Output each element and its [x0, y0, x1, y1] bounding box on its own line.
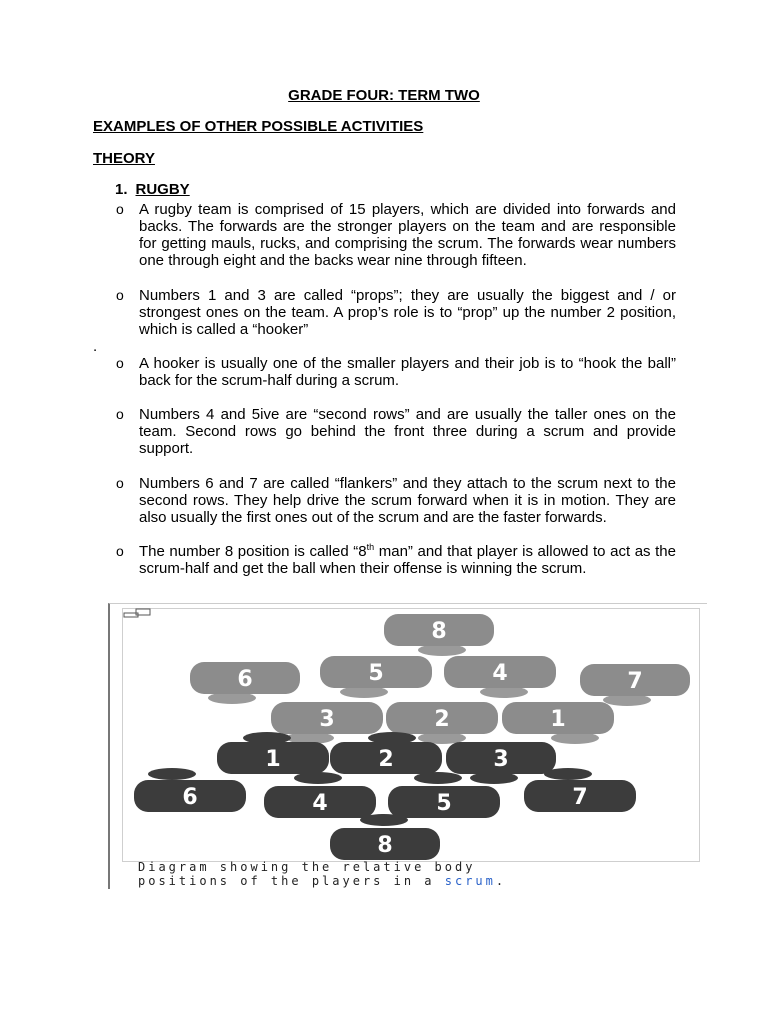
caption-line-2: positions of the players in a scrum.: [138, 874, 507, 888]
diagram-caption: [138, 860, 506, 888]
player-number: 7: [572, 785, 588, 810]
caption-line-1: Diagram showing the relative body: [138, 860, 476, 874]
player-light-7: [580, 664, 690, 706]
player-number: 4: [492, 661, 508, 686]
player-light-6: [190, 662, 300, 704]
player-number: 2: [434, 707, 450, 732]
list-item: [116, 406, 676, 457]
player-light-5: [320, 656, 432, 698]
player-number: 5: [436, 791, 452, 816]
player-light-1: [502, 702, 614, 744]
player-head: [414, 772, 462, 784]
scrum-diagram-svg: [122, 608, 698, 860]
player-head: [360, 814, 408, 826]
player-number: 6: [237, 667, 253, 692]
page-title: GRADE FOUR: TERM TWO: [288, 87, 480, 104]
bullet-marker: o: [116, 287, 124, 303]
player-head: [544, 768, 592, 780]
player-number: 2: [378, 747, 394, 772]
list-item-text: A hooker is usually one of the smaller players and their job is to “hook the ball” back for the scrum-half during a scrum.: [139, 355, 676, 389]
player-number: 3: [493, 747, 509, 772]
list-item-text: The number 8 position is called “8th man” and that player is allowed to act as the scrum-half and get the ball when their offense is winning the scrum.: [139, 542, 676, 577]
list-item: [116, 201, 676, 269]
player-head: [294, 772, 342, 784]
player-number: 3: [319, 707, 335, 732]
bullet-marker: o: [116, 475, 124, 491]
player-dark-8: [330, 814, 440, 860]
player-number: 1: [265, 747, 281, 772]
bullet-marker: o: [116, 406, 124, 422]
scrum-link[interactable]: scrum: [444, 874, 496, 888]
section-heading: EXAMPLES OF OTHER POSSIBLE ACTIVITIES: [93, 118, 424, 135]
player-number: 1: [550, 707, 566, 732]
topic-label: RUGBY: [135, 181, 190, 198]
list-item: [116, 543, 676, 577]
player-head: [148, 768, 196, 780]
player-number: 4: [312, 791, 328, 816]
player-dark-3: [446, 742, 556, 784]
scrum-diagram: [108, 603, 707, 889]
sub-heading: THEORY: [93, 150, 155, 167]
player-dark-4: [264, 772, 376, 818]
bullet-marker: o: [116, 543, 124, 559]
bullet-marker: o: [116, 201, 124, 217]
stray-mark: .: [93, 338, 98, 355]
list-item: [116, 287, 676, 338]
player-light-8: [384, 614, 494, 656]
topic-heading: [115, 181, 190, 198]
player-number: 6: [182, 785, 198, 810]
bullet-marker: o: [116, 355, 124, 371]
topic-number: 1.: [115, 181, 128, 198]
list-item-text: A rugby team is comprised of 15 players, which are divided into forwards and backs. The forwards are the stronger players on the team and are responsible for getting mauls, rucks, and comprising the scrum. The forwards wear numbers one through eight and the backs wear nine through fifteen.: [139, 201, 676, 269]
player-number: 8: [431, 619, 447, 644]
list-item: [116, 475, 676, 526]
list-item-text: Numbers 1 and 3 are called “props”; they are usually the biggest and / or strongest ones on the team. A prop’s role is to “prop” up the number 2 position, which is called a “hooker”: [139, 287, 676, 338]
player-dark-7: [524, 768, 636, 812]
player-number: 5: [368, 661, 384, 686]
list-item-text: Numbers 4 and 5ive are “second rows” and are usually the taller ones on the team. Second rows go behind the front three during a scrum and provide support.: [139, 406, 676, 457]
player-number: 7: [627, 669, 643, 694]
player-dark-6: [134, 768, 246, 812]
list-item: [116, 355, 676, 389]
player-light-4: [444, 656, 556, 698]
player-number: 8: [377, 833, 393, 858]
enlarge-icon[interactable]: [122, 608, 152, 618]
list-item-text: Numbers 6 and 7 are called “flankers” and they attach to the scrum next to the second rows. They help drive the scrum forward when it is in motion. They are also usually the first ones out of the scrum and are the faster forwards.: [139, 475, 676, 526]
